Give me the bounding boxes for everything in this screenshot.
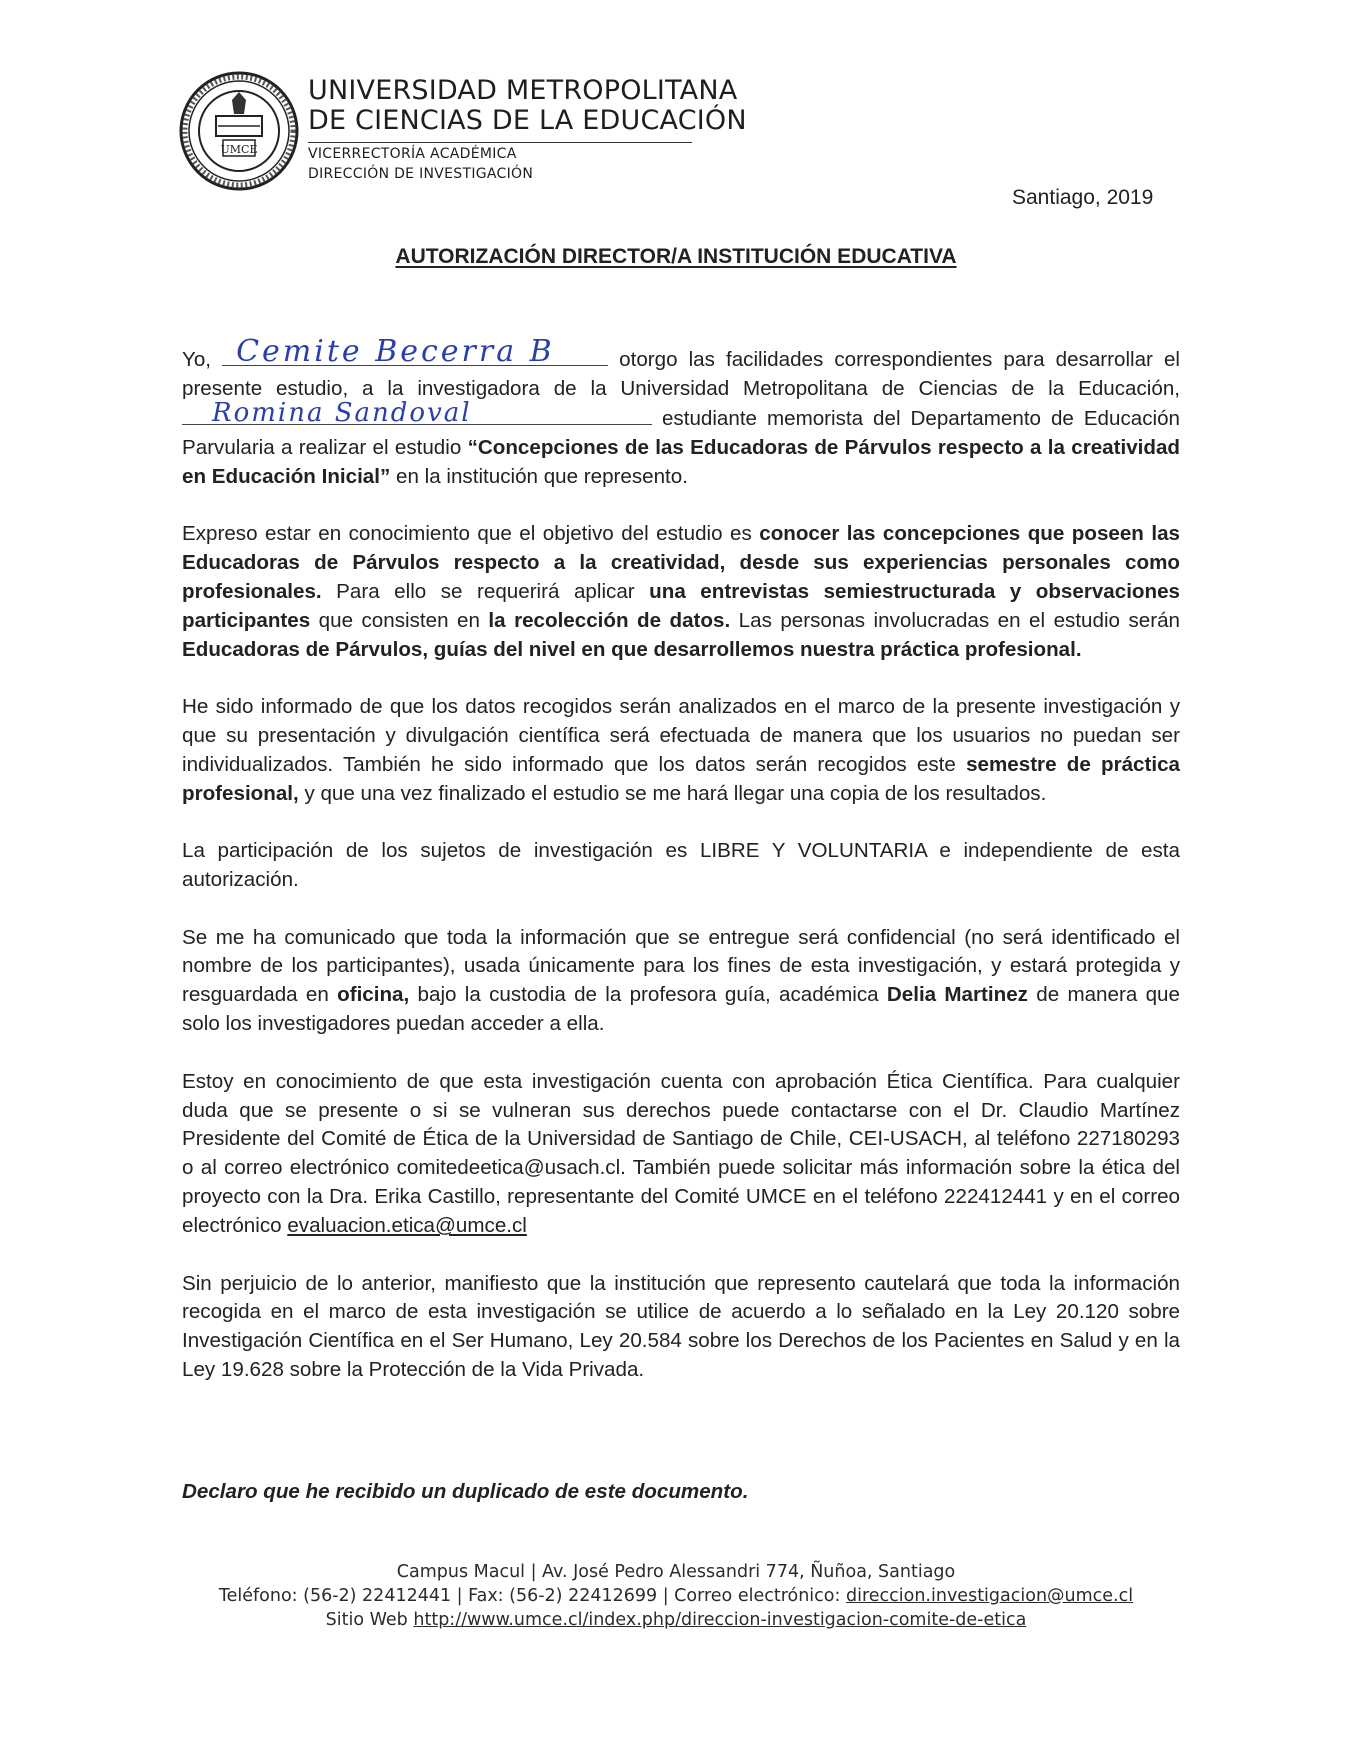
university-name-line2: DE CIENCIAS DE LA EDUCACIÓN bbox=[308, 105, 747, 136]
ethics-email-link[interactable]: evaluacion.etica@umce.cl bbox=[287, 1214, 527, 1238]
handwritten-student-name: Romina Sandoval bbox=[212, 397, 472, 428]
footer-address: Campus Macul | Av. José Pedro Alessandri 774, Ñuñoa, Santiago bbox=[396, 1562, 956, 1582]
p5-bold-1: oficina, bbox=[337, 983, 410, 1007]
p2-text-3: que consisten en bbox=[318, 608, 480, 632]
p5-text-1: Se me ha comunicado que toda la información que se entregue será confidencial (no será identificado el nombre de los participantes), usada únicamente para los fines de esta investigación, y estará protegida y resguardada en bbox=[182, 925, 1180, 1007]
p2-bold-2: una entrevistas semiestructurada y observaciones participantes bbox=[182, 579, 1180, 632]
footer-email-link[interactable]: direccion.investigacion@umce.cl bbox=[845, 1586, 1134, 1606]
p3-text-1: He sido informado de que los datos recogidos serán analizados en el marco de la presente investigación y que su presentación y divulgación científica será efectuada de manera que los usuarios no puedan ser individualizados. También he sido informado que los datos serán recogidos este bbox=[182, 695, 1180, 776]
paragraph-legal: Sin perjuicio de lo anterior, manifiesto que la institución que represento cautelará que toda la información recogida en el marco de esta investigación se utilice de acuerdo a lo señalado en la Ley 20.120 sobre Investigación Científica en el Ser Humano, Ley 20.584 sobre los Derechos de los Pacientes en Salud y en la Ley 19.628 sobre la Protección de la Vida Privada. bbox=[182, 1271, 1180, 1382]
paragraph-objective bbox=[182, 520, 1180, 665]
header-divider bbox=[308, 142, 692, 143]
p5-text-2: bajo la custodia de la profesora guía, académica bbox=[417, 983, 879, 1007]
seal-text: UMCE bbox=[220, 143, 258, 156]
footer-contact bbox=[0, 1584, 1352, 1608]
document-date: Santiago, 2019 bbox=[1012, 186, 1154, 209]
footer-contact-text: Teléfono: (56-2) 22412441 | Fax: (56-2) 22412699 | Correo electrónico: bbox=[218, 1586, 841, 1606]
p3-text-2: y que una vez finalizado el estudio se me hará llegar una copia de los resultados. bbox=[304, 781, 1047, 805]
student-name-field bbox=[182, 397, 652, 428]
direccion-label: DIRECCIÓN DE INVESTIGACIÓN bbox=[308, 166, 534, 182]
p2-bold-3: la recolección de datos. bbox=[488, 608, 731, 632]
p1-text-2: estudiante memorista del Departamento de Educación Parvularia a realizar el estudio bbox=[182, 406, 1180, 459]
p2-text-1: Expreso estar en conocimiento que el objetivo del estudio es bbox=[182, 522, 752, 546]
paragraph-voluntary: La participación de los sujetos de investigación es LIBRE Y VOLUNTARIA e independiente de esta autorización. bbox=[182, 839, 1180, 892]
director-name-field bbox=[222, 334, 608, 370]
declaration-statement: Declaro que he recibido un duplicado de este documento. bbox=[182, 1480, 749, 1503]
paragraph-data-use bbox=[182, 693, 1180, 809]
p5-bold-2: Delia Martinez bbox=[886, 983, 1028, 1007]
study-title: “Concepciones de las Educadoras de Párvulos respecto a la creatividad en Educación Inicial” bbox=[182, 435, 1180, 488]
p1-text-1: otorgo las facilidades correspondientes para desarrollar el presente estudio, a la investigadora de la Universidad Metropolitana de Ciencias de la Educación, bbox=[182, 348, 1180, 400]
p1-text-3: en la institución que represento. bbox=[396, 464, 688, 488]
handwritten-director-name: Cemite Becerra B bbox=[236, 334, 555, 370]
title-text: AUTORIZACIÓN DIRECTOR/A INSTITUCIÓN EDUCATIVA bbox=[395, 245, 957, 268]
p6-text-1: Estoy en conocimiento de que esta investigación cuenta con aprobación Ética Científica. Para cualquier duda que se presente o si se vulneran sus derechos puede contactarse con el Dr. Claudio Martínez Presidente del Comité de Ética de la Universidad de Santiago de Chile, CEI-USACH, al teléfono 227180293 o al correo electrónico comitedeetica@usach.cl. También puede solicitar más información sobre la ética del proyecto con la Dra. Erika Castillo, representante del Comité UMCE en el teléfono 222412441 y en el correo electrónico bbox=[182, 1069, 1180, 1238]
page-footer bbox=[0, 1560, 1352, 1632]
p5-text-3: de manera que solo los investigadores puedan acceder a ella. bbox=[182, 983, 1180, 1036]
university-name-line1: UNIVERSIDAD METROPOLITANA bbox=[308, 75, 738, 106]
paragraph-confidentiality bbox=[182, 924, 1180, 1040]
footer-website-label: Sitio Web bbox=[325, 1610, 408, 1630]
university-seal-icon bbox=[178, 70, 300, 192]
university-header bbox=[308, 76, 747, 183]
p3-bold-1: semestre de práctica profesional, bbox=[182, 752, 1180, 805]
yo-label: Yo, bbox=[182, 348, 212, 371]
vicerrectoria-label: VICERRECTORÍA ACADÉMICA bbox=[308, 146, 517, 162]
paragraph-ethics bbox=[182, 1068, 1180, 1241]
footer-website bbox=[0, 1608, 1352, 1632]
document-body bbox=[182, 334, 1180, 1414]
document-title bbox=[0, 245, 1352, 269]
paragraph-authorization bbox=[182, 334, 1180, 492]
p2-bold-4: Educadoras de Párvulos, guías del nivel en que desarrollemos nuestra práctica profesional. bbox=[182, 637, 1082, 661]
footer-website-link[interactable]: http://www.umce.cl/index.php/direccion-investigacion-comite-de-etica bbox=[413, 1610, 1027, 1630]
p2-bold-1: conocer las concepciones que poseen las Educadoras de Párvulos respecto a la creatividad, desde sus experiencias personales como profesionales. bbox=[182, 522, 1180, 603]
p2-text-4: Las personas involucradas en el estudio serán bbox=[738, 608, 1180, 632]
p2-text-2: Para ello se requerirá aplicar bbox=[336, 579, 635, 603]
